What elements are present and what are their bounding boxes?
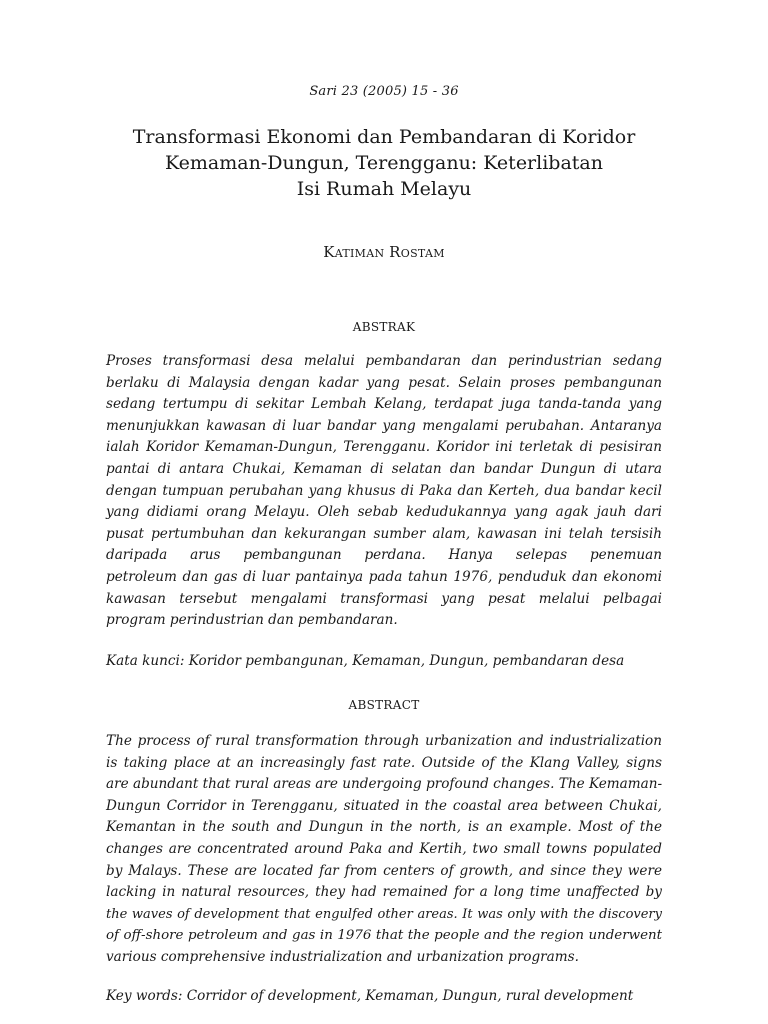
paragraph-line: daripada arus pembangunan perdana. Hanya selepas penemuan bbox=[106, 547, 662, 564]
paragraph-line: various comprehensive industrialization and urbanization programs. bbox=[106, 948, 579, 965]
title-line: Kemaman-Dungun, Terengganu: Keterlibatan bbox=[164, 152, 603, 174]
paragraph-line: dengan tumpuan perubahan yang khusus di Paka dan Kerteh, dua bandar kecil bbox=[106, 482, 662, 499]
abstrak-paragraph bbox=[106, 351, 662, 632]
author-initial: R bbox=[389, 243, 401, 261]
paragraph-line: program perindustrian dan pembandaran. bbox=[106, 612, 398, 629]
author-name-part: OSTAM bbox=[400, 247, 445, 260]
paragraph-line: Kemantan in the south and Dungun in the north, is an example. Most of the bbox=[106, 819, 662, 836]
paragraph-line: is taking place at an increasingly fast rate. Outside of the Klang Valley, signs bbox=[106, 754, 662, 771]
paragraph-line: Proses transformasi desa melalui pembandaran dan perindustrian sedang bbox=[106, 353, 662, 369]
paper-title bbox=[0, 124, 768, 202]
kata-kunci: Kata kunci: Koridor pembangunan, Kemaman, Dungun, pembandaran desa bbox=[106, 653, 625, 669]
paragraph-line: menunjukkan kawasan di luar bandar yang mengalami perubahan. Antaranya bbox=[106, 417, 662, 434]
abstract-heading: ABSTRACT bbox=[348, 698, 420, 712]
author-name bbox=[0, 243, 768, 261]
author-initial: K bbox=[323, 243, 335, 261]
journal-citation: Sari 23 (2005) 15 - 36 bbox=[309, 84, 459, 99]
paragraph-line: sedang tertumpu di sekitar Lembah Kelang, terdapat juga tanda-tanda yang bbox=[106, 396, 662, 413]
paragraph-line: by Malays. These are located far from centers of growth, and since they were bbox=[106, 862, 662, 879]
paragraph-line: lacking in natural resources, they had remained for a long time unaffected by bbox=[106, 884, 662, 901]
paragraph-line: pusat pertumbuhan dan kekurangan sumber alam, kawasan ini telah tersisih bbox=[106, 525, 662, 542]
paragraph-line: kawasan tersebut mengalami transformasi yang pesat melalui pelbagai bbox=[106, 590, 662, 607]
paragraph-line: changes are concentrated around Paka and Kertih, two small towns populated bbox=[106, 840, 662, 857]
paragraph-line: yang didiami orang Melayu. Oleh sebab kedudukannya yang agak jauh dari bbox=[106, 504, 662, 521]
title-line: Isi Rumah Melayu bbox=[296, 178, 472, 200]
author-name-part: ATIMAN bbox=[334, 247, 385, 260]
paragraph-line: the waves of development that engulfed other areas. It was only with the discovery bbox=[106, 906, 662, 922]
title-line: Transformasi Ekonomi dan Pembandaran di Koridor bbox=[132, 126, 636, 148]
paragraph-line: are abundant that rural areas are undergoing profound changes. The Kemaman- bbox=[106, 776, 663, 793]
paragraph-line: of off-shore petroleum and gas in 1976 that the people and the region underwent bbox=[106, 928, 662, 944]
paragraph-line: berlaku di Malaysia dengan kadar yang pesat. Selain proses pembangunan bbox=[106, 374, 662, 391]
abstrak-heading: ABSTRAK bbox=[352, 320, 416, 334]
abstract-paragraph bbox=[106, 731, 662, 969]
key-words: Key words: Corridor of development, Kemaman, Dungun, rural development bbox=[106, 988, 634, 1004]
paragraph-line: The process of rural transformation through urbanization and industrialization bbox=[106, 733, 662, 749]
paragraph-line: petroleum dan gas di luar pantainya pada tahun 1976, penduduk dan ekonomi bbox=[106, 568, 662, 585]
paragraph-line: ialah Koridor Kemaman-Dungun, Terengganu. Koridor ini terletak di pesisiran bbox=[106, 439, 662, 456]
paragraph-line: Dungun Corridor in Terengganu, situated in the coastal area between Chukai, bbox=[106, 797, 662, 814]
paragraph-line: pantai di antara Chukai, Kemaman di selatan dan bandar Dungun di utara bbox=[106, 460, 662, 477]
